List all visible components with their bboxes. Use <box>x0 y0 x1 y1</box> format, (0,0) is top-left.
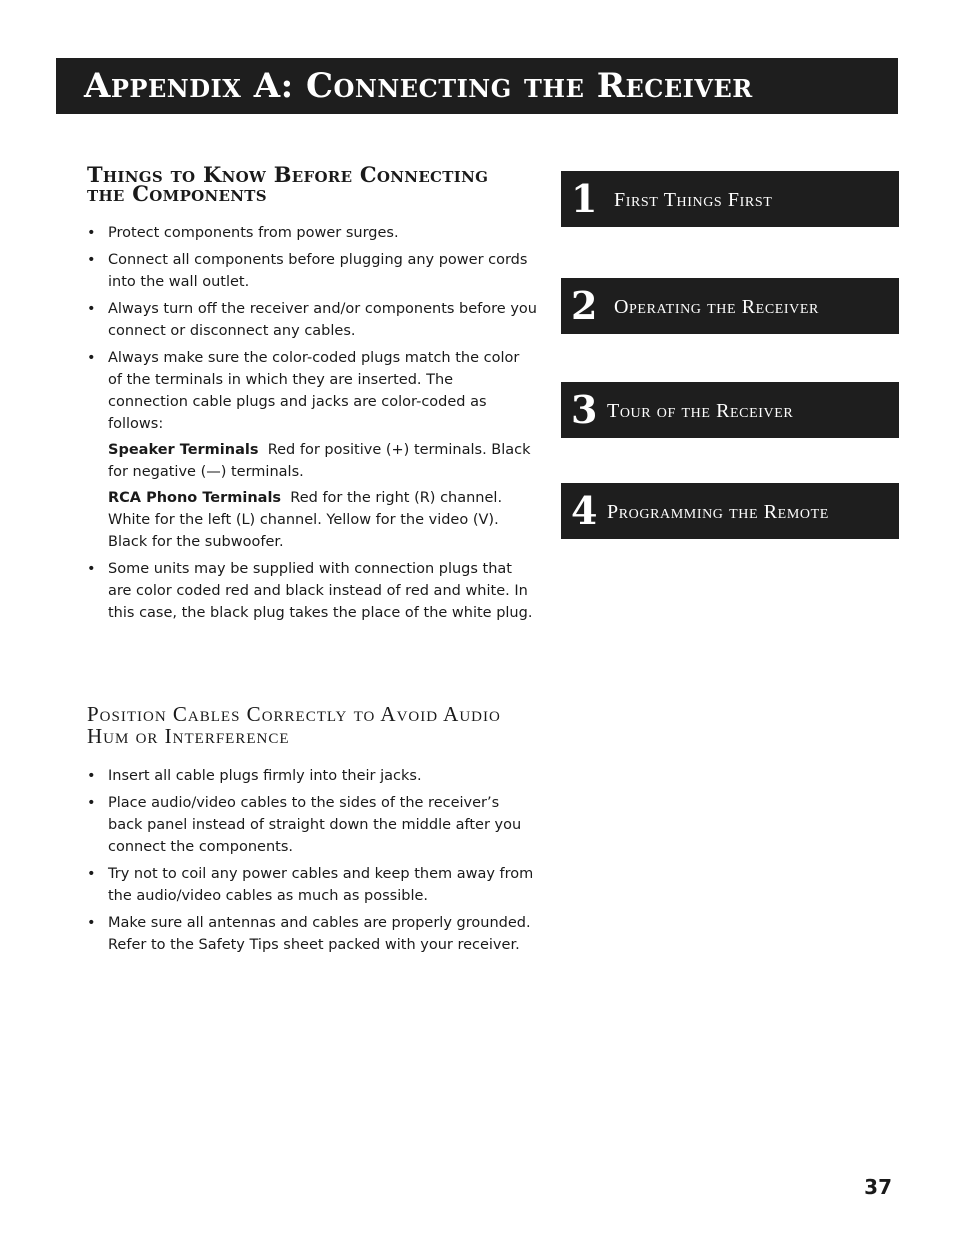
list-item-text: Try not to coil any power cables and keep them away from the audio/video cables as much as possible. <box>108 866 534 904</box>
nav-section-programming-the-remote[interactable] <box>561 483 899 539</box>
bullet: • <box>87 301 96 317</box>
speaker-terminals-text: Red for positive (+) terminals. Black for negative (—) terminals. <box>108 442 531 480</box>
list-item-text: Protect components from power surges. <box>108 225 399 241</box>
position-cables-list <box>87 765 537 961</box>
list-item <box>87 298 537 342</box>
section-heading-things-to-know: Things to Know Before Connecting the Components <box>87 162 489 206</box>
list-item <box>87 222 537 244</box>
bullet: • <box>87 225 96 241</box>
list-item-text: Connect all components before plugging any power cords into the wall outlet. <box>108 252 528 290</box>
list-item <box>87 765 537 787</box>
list-item <box>87 347 537 553</box>
list-item <box>87 792 537 858</box>
list-item-text: Some units may be supplied with connection plugs that are color coded red and black instead of red and white. In this case, the black plug takes the place of the white plug. <box>108 561 533 621</box>
list-item-text: Always make sure the color-coded plugs match the color of the terminals in which they are inserted. The connection cable plugs and jacks are color-coded as follows: <box>108 350 520 432</box>
rca-terminals-label: RCA Phono Terminals <box>108 490 282 506</box>
nav-section-operating-the-receiver[interactable] <box>561 278 899 334</box>
section-heading-position-cables: Position Cables Correctly to Avoid Audio Hum or Interference <box>87 702 501 748</box>
things-to-know-list <box>87 222 537 629</box>
list-item-text: Always turn off the receiver and/or components before you connect or disconnect any cables. <box>108 301 537 339</box>
section-number: 2 <box>571 283 598 328</box>
bullet: • <box>87 866 96 882</box>
list-item <box>87 912 537 956</box>
bullet: • <box>87 768 96 784</box>
section-label: Programming the Remote <box>607 501 829 523</box>
bullet: • <box>87 350 96 366</box>
page-title: Appendix A: Connecting the Receiver <box>84 66 753 106</box>
page-number: 37 <box>864 1175 892 1199</box>
speaker-terminals-label: Speaker Terminals <box>108 442 259 458</box>
section-label: Operating the Receiver <box>614 296 819 318</box>
list-item <box>87 863 537 907</box>
list-item-text: Insert all cable plugs firmly into their jacks. <box>108 768 422 784</box>
rca-terminals-text: Red for the right (R) channel. White for the left (L) channel. Yellow for the video (V). Black for the subwoofer. <box>108 490 503 550</box>
nav-section-tour-of-the-receiver[interactable] <box>561 382 899 438</box>
section-label: Tour of the Receiver <box>607 400 794 422</box>
bullet: • <box>87 561 96 577</box>
bullet: • <box>87 915 96 931</box>
appendix-banner <box>56 58 898 114</box>
bullet: • <box>87 795 96 811</box>
bullet: • <box>87 252 96 268</box>
list-item-text: Place audio/video cables to the sides of the receiver’s back panel instead of straight down the middle after you connect the components. <box>108 795 522 855</box>
section-number: 1 <box>571 176 598 221</box>
section-number: 4 <box>571 488 598 533</box>
list-item-text: Make sure all antennas and cables are properly grounded. Refer to the Safety Tips sheet packed with your receiver. <box>108 915 531 953</box>
list-item <box>87 249 537 293</box>
nav-section-first-things-first[interactable] <box>561 171 899 227</box>
rca-terminals-note <box>108 487 537 553</box>
section-label: First Things First <box>614 189 773 211</box>
list-item <box>87 558 537 624</box>
section-number: 3 <box>571 387 598 432</box>
speaker-terminals-note <box>108 439 537 483</box>
